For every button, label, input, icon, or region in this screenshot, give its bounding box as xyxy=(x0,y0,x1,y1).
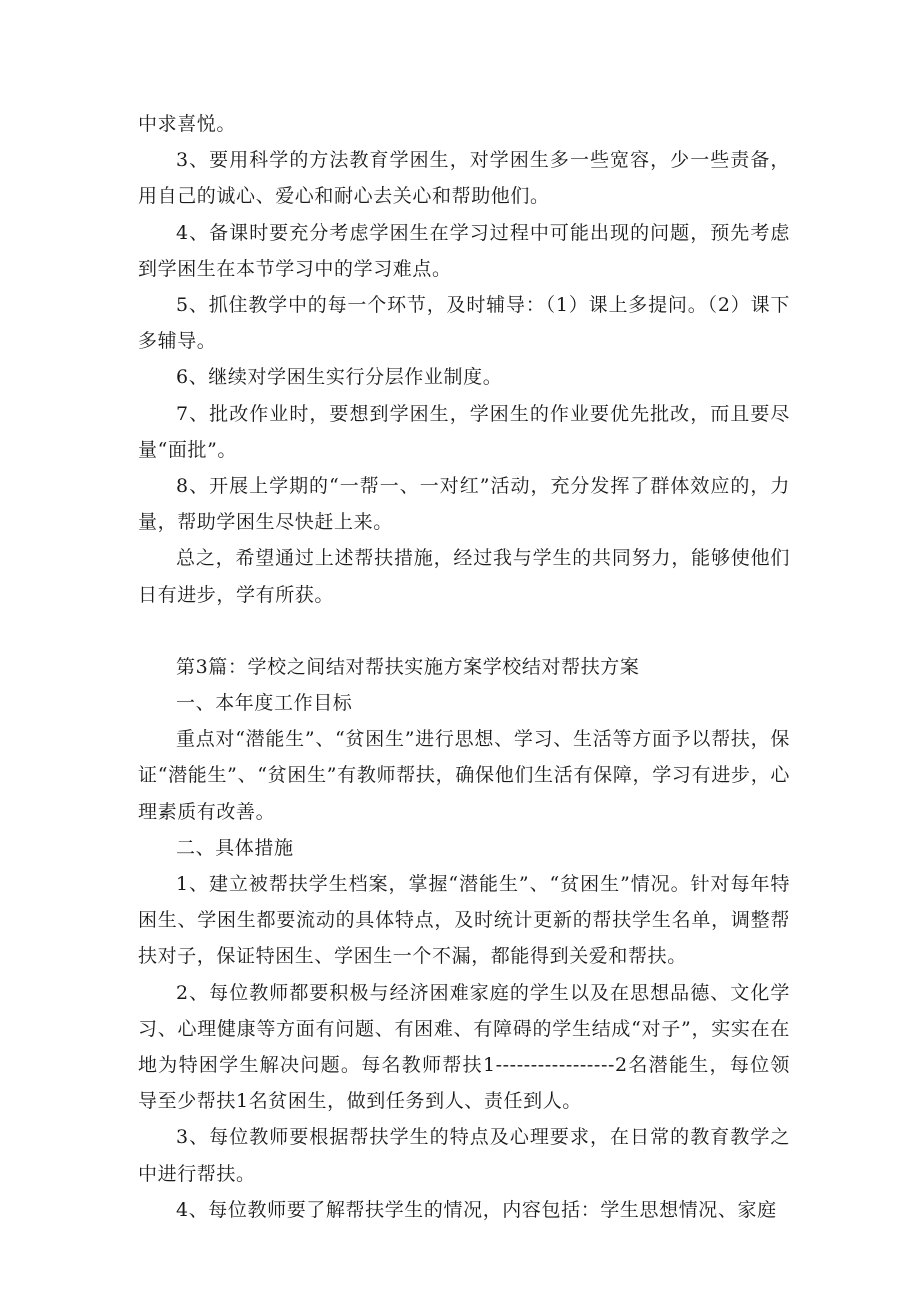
paragraph-measure-1: 1、建立被帮扶学生档案，掌握“潜能生”、“贫困生”情况。针对每年特困生、学困生都要流动的具体特点，及时统计更新的帮扶学生名单，调整帮扶对子，保证特困生、学困生一个不漏，都能得到关爱和帮扶。 xyxy=(138,873,790,968)
paragraph-continuation: 中求喜悦。 xyxy=(138,113,237,135)
paragraph-item-3: 3、要用科学的方法教育学困生，对学困生多一些宽容，少一些责备，用自己的诚心、爱心和耐心去关心和帮助他们。 xyxy=(138,149,790,208)
document-page xyxy=(138,106,790,1228)
section-title: 第3篇：学校之间结对帮扶实施方案学校结对帮扶方案 xyxy=(176,655,640,678)
paragraph-item-5: 5、抓住教学中的每一个环节，及时辅导：（1）课上多提问。（2）课下多辅导。 xyxy=(138,294,790,353)
paragraph-item-4: 4、备课时要充分考虑学困生在学习过程中可能出现的问题，预先考虑到学困生在本节学习中的学习难点。 xyxy=(138,221,790,280)
heading-measures: 二、具体措施 xyxy=(176,836,294,859)
paragraph-summary: 总之，希望通过上述帮扶措施，经过我与学生的共同努力，能够使他们日有进步，学有所获。 xyxy=(138,547,790,606)
paragraph-measure-4: 4、每位教师要了解帮扶学生的情况，内容包括：学生思想情况、家庭 xyxy=(176,1198,777,1221)
heading-goals: 一、本年度工作目标 xyxy=(176,692,353,715)
paragraph-item-6: 6、继续对学困生实行分层作业制度。 xyxy=(176,366,503,389)
paragraph-measure-2: 2、每位教师都要积极与经济困难家庭的学生以及在思想品德、文化学习、心理健康等方面有问题、有困难、有障碍的学生结成“对子”，实实在在地为特困学生解决问题。每名教师帮扶1-----------------2名潜能生，每位领导至少帮扶1名贫困生，做到任务到人、责任到人。 xyxy=(138,981,790,1113)
paragraph-item-8: 8、开展上学期的“一帮一、一对红”活动，充分发挥了群体效应的，力量，帮助学困生尽快赶上来。 xyxy=(138,475,790,534)
paragraph-item-7: 7、批改作业时，要想到学困生，学困生的作业要优先批改，而且要尽量“面批”。 xyxy=(138,402,790,461)
section-gap xyxy=(138,613,790,649)
paragraph-goals: 重点对“潜能生”、“贫困生”进行思想、学习、生活等方面予以帮扶，保证“潜能生”、“贫困生”有教师帮扶，确保他们生活有保障，学习有进步，心理素质有改善。 xyxy=(138,728,790,823)
paragraph-measure-3: 3、每位教师要根据帮扶学生的特点及心理要求，在日常的教育教学之中进行帮扶。 xyxy=(138,1126,790,1185)
